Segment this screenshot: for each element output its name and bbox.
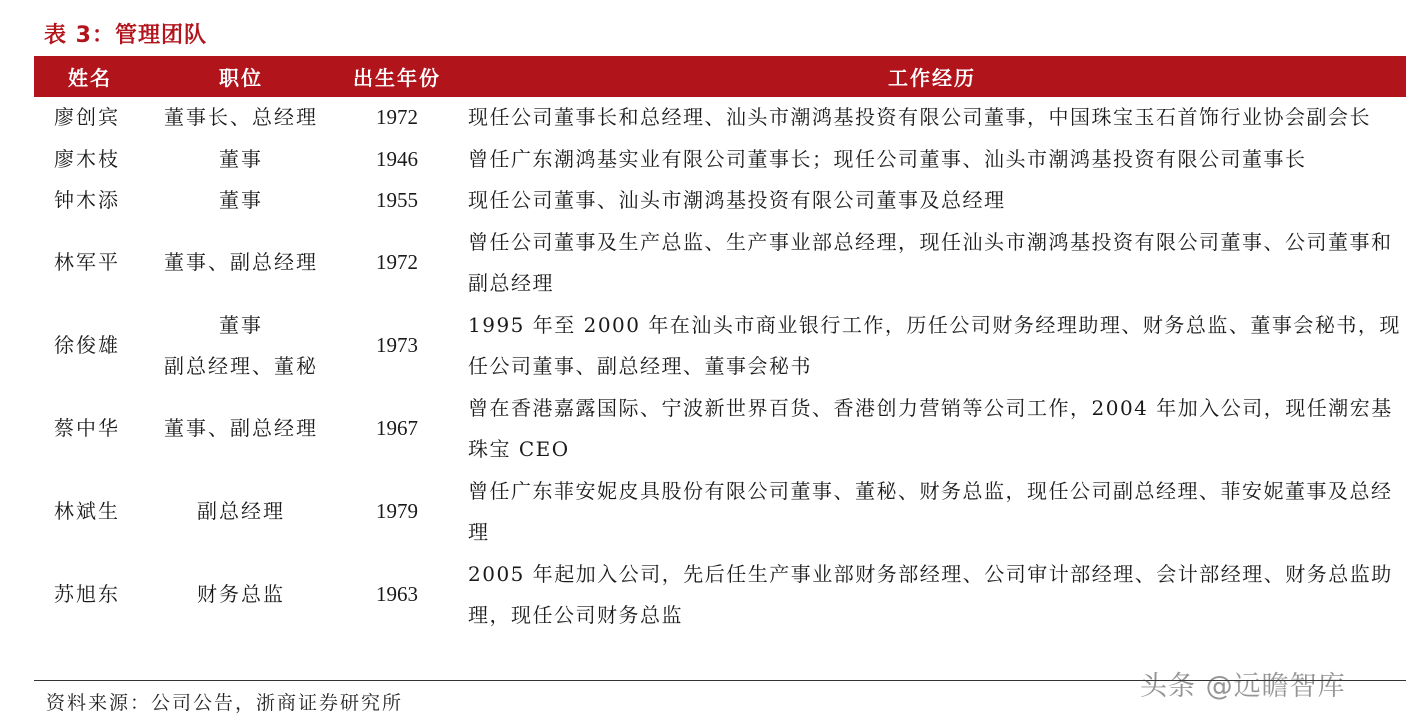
position-line: 董事、副总经理 <box>164 250 318 275</box>
cell-birth-year: 1979 <box>376 499 418 524</box>
cell-name: 蔡中华 <box>54 416 120 441</box>
cell-name: 林斌生 <box>54 499 120 524</box>
cell-experience: 曾任广东菲安妮皮具股份有限公司董事、董秘、财务总监，现任公司副总经理、菲安妮董事及总经理 <box>468 478 1393 544</box>
cell-birth-year: 1972 <box>376 250 418 275</box>
cell-position <box>146 139 336 181</box>
table-title: 表 3：管理团队 <box>44 23 207 48</box>
cell-name: 徐俊雄 <box>54 333 120 358</box>
cell-experience: 曾任公司董事及生产总监、生产事业部总经理，现任汕头市潮鸿基投资有限公司董事、公司董事和副总经理 <box>468 229 1393 295</box>
position-line: 董事 <box>219 188 263 212</box>
cell-position <box>146 180 336 222</box>
position-line: 董事 <box>219 312 263 337</box>
cell-name: 苏旭东 <box>54 582 120 607</box>
cell-position <box>146 222 336 305</box>
cell-experience: 1995 年至 2000 年在汕头市商业银行工作，历任公司财务经理助理、财务总监、董事会秘书，现任公司董事、副总经理、董事会秘书 <box>468 312 1401 378</box>
position-line: 副总经理、董秘 <box>164 354 318 378</box>
position-line: 董事 <box>219 146 263 171</box>
cell-name: 林军平 <box>54 250 120 275</box>
source-note: 资料来源：公司公告，浙商证券研究所 <box>46 692 404 714</box>
table-row <box>34 139 1406 181</box>
table-row <box>34 554 1406 637</box>
cell-birth-year: 1963 <box>376 582 418 607</box>
position-line: 财务总监 <box>197 582 285 607</box>
watermark: 头条 @远瞻智库 <box>1140 671 1346 702</box>
cell-birth-year: 1946 <box>376 146 418 171</box>
table-row <box>34 388 1406 471</box>
cell-experience: 现任公司董事长和总经理、汕头市潮鸿基投资有限公司董事，中国珠宝玉石首饰行业协会副会长 <box>468 105 1371 129</box>
header-row <box>34 56 1406 97</box>
cell-birth-year: 1955 <box>376 188 418 212</box>
header-experience: 工作经历 <box>458 56 1406 97</box>
header-name: 姓名 <box>34 56 146 97</box>
cell-experience: 曾任广东潮鸿基实业有限公司董事长；现任公司董事、汕头市潮鸿基投资有限公司董事长 <box>468 146 1307 171</box>
cell-position <box>146 305 336 388</box>
cell-name: 廖木枝 <box>54 146 120 171</box>
position-line: 董事、副总经理 <box>164 416 318 441</box>
table-row <box>34 305 1406 388</box>
position-line: 副总经理 <box>197 499 285 524</box>
cell-position <box>146 554 336 637</box>
cell-position <box>146 471 336 554</box>
management-table <box>34 56 1406 637</box>
cell-name: 钟木添 <box>54 188 120 212</box>
cell-birth-year: 1972 <box>376 105 418 129</box>
table-row <box>34 471 1406 554</box>
cell-birth-year: 1967 <box>376 416 418 441</box>
cell-experience: 2005 年起加入公司，先后任生产事业部财务部经理、公司审计部经理、会计部经理、财务总监助理，现任公司财务总监 <box>468 561 1393 627</box>
table-body <box>34 97 1406 637</box>
cell-birth-year: 1973 <box>376 333 418 358</box>
cell-position <box>146 97 336 139</box>
cell-position <box>146 388 336 471</box>
table-row <box>34 97 1406 139</box>
position-line: 董事长、总经理 <box>164 105 318 129</box>
cell-name: 廖创宾 <box>54 105 120 129</box>
table-row <box>34 222 1406 305</box>
header-birth-year: 出生年份 <box>336 56 458 97</box>
table-row <box>34 180 1406 222</box>
cell-experience: 现任公司董事、汕头市潮鸿基投资有限公司董事及总经理 <box>468 188 1006 212</box>
cell-experience: 曾在香港嘉露国际、宁波新世界百货、香港创力营销等公司工作，2004 年加入公司，现任潮宏基珠宝 CEO <box>468 395 1393 461</box>
header-position: 职位 <box>146 56 336 97</box>
